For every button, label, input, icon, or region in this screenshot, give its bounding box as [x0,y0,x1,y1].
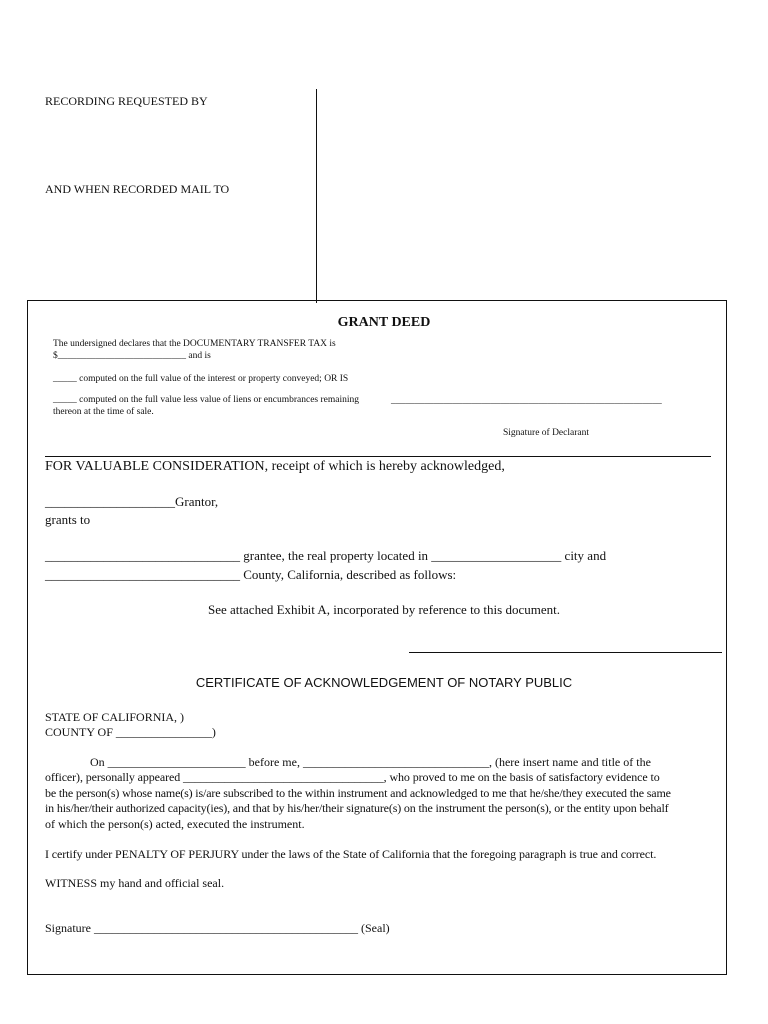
county-of: COUNTY OF ________________) [45,725,216,739]
tax-option-less-liens-line1: _____ computed on the full value less value of liens or encumbrances remaining [53,395,360,405]
acknowledgement-line1: On _______________________ before me, _______________________________, (here insert name and title of the [90,755,651,769]
witness-statement: WITNESS my hand and official seal. [45,876,225,890]
acknowledgement-line3: be the person(s) whose name(s) is/are subscribed to the within instrument and acknowledged to me that he/she/they executed the same [45,786,671,800]
exhibit-reference: See attached Exhibit A, incorporated by reference to this document. [208,602,560,617]
grantor-line: ____________________Grantor, [45,494,219,509]
tax-option-full-value: _____ computed on the full value of the interest or property conveyed; OR IS [53,374,349,384]
signature-rule [409,652,722,653]
acknowledgement-line5: of which the person(s) acted, executed the instrument. [45,817,305,831]
grants-to-text: grants to [45,512,91,527]
penalty-of-perjury-statement: I certify under PENALTY OF PERJURY under the laws of the State of California that the foregoing paragraph is true and correct. [45,847,657,861]
section-divider [45,456,711,457]
recording-divider [316,89,317,303]
grantee-line1: ______________________________ grantee, the real property located in ____________________ city and [45,548,607,563]
recording-requested-by: RECORDING REQUESTED BY [45,94,208,108]
tax-declaration-line2: $___________________________ and is [53,351,211,361]
notary-signature-line: Signature ____________________________________________ (Seal) [45,921,390,935]
declarant-signature-label: Signature of Declarant [503,428,589,438]
acknowledgement-line2: officer), personally appeared __________________________________, who proved to me on the basis of satisfactory evidence to [45,770,660,784]
state-of-california: STATE OF CALIFORNIA, ) [45,710,185,724]
consideration-text: FOR VALUABLE CONSIDERATION, receipt of which is hereby acknowledged, [45,459,505,474]
deed-title: GRANT DEED [337,315,431,330]
when-recorded-mail-to: AND WHEN RECORDED MAIL TO [45,182,230,196]
grantee-line2: ______________________________ County, California, described as follows: [45,567,457,582]
declarant-signature-line: _________________________________________________________ [391,396,662,406]
notary-certificate-title: CERTIFICATE OF ACKNOWLEDGEMENT OF NOTARY PUBLIC [195,675,573,690]
acknowledgement-line4: in his/her/their authorized capacity(ies), and that by his/her/their signature(s) on the instrument the person(s), or the entity upon behalf [45,801,669,815]
tax-declaration-line1: The undersigned declares that the DOCUMENTARY TRANSFER TAX is [53,339,336,349]
tax-option-less-liens-line2: thereon at the time of sale. [53,407,154,417]
